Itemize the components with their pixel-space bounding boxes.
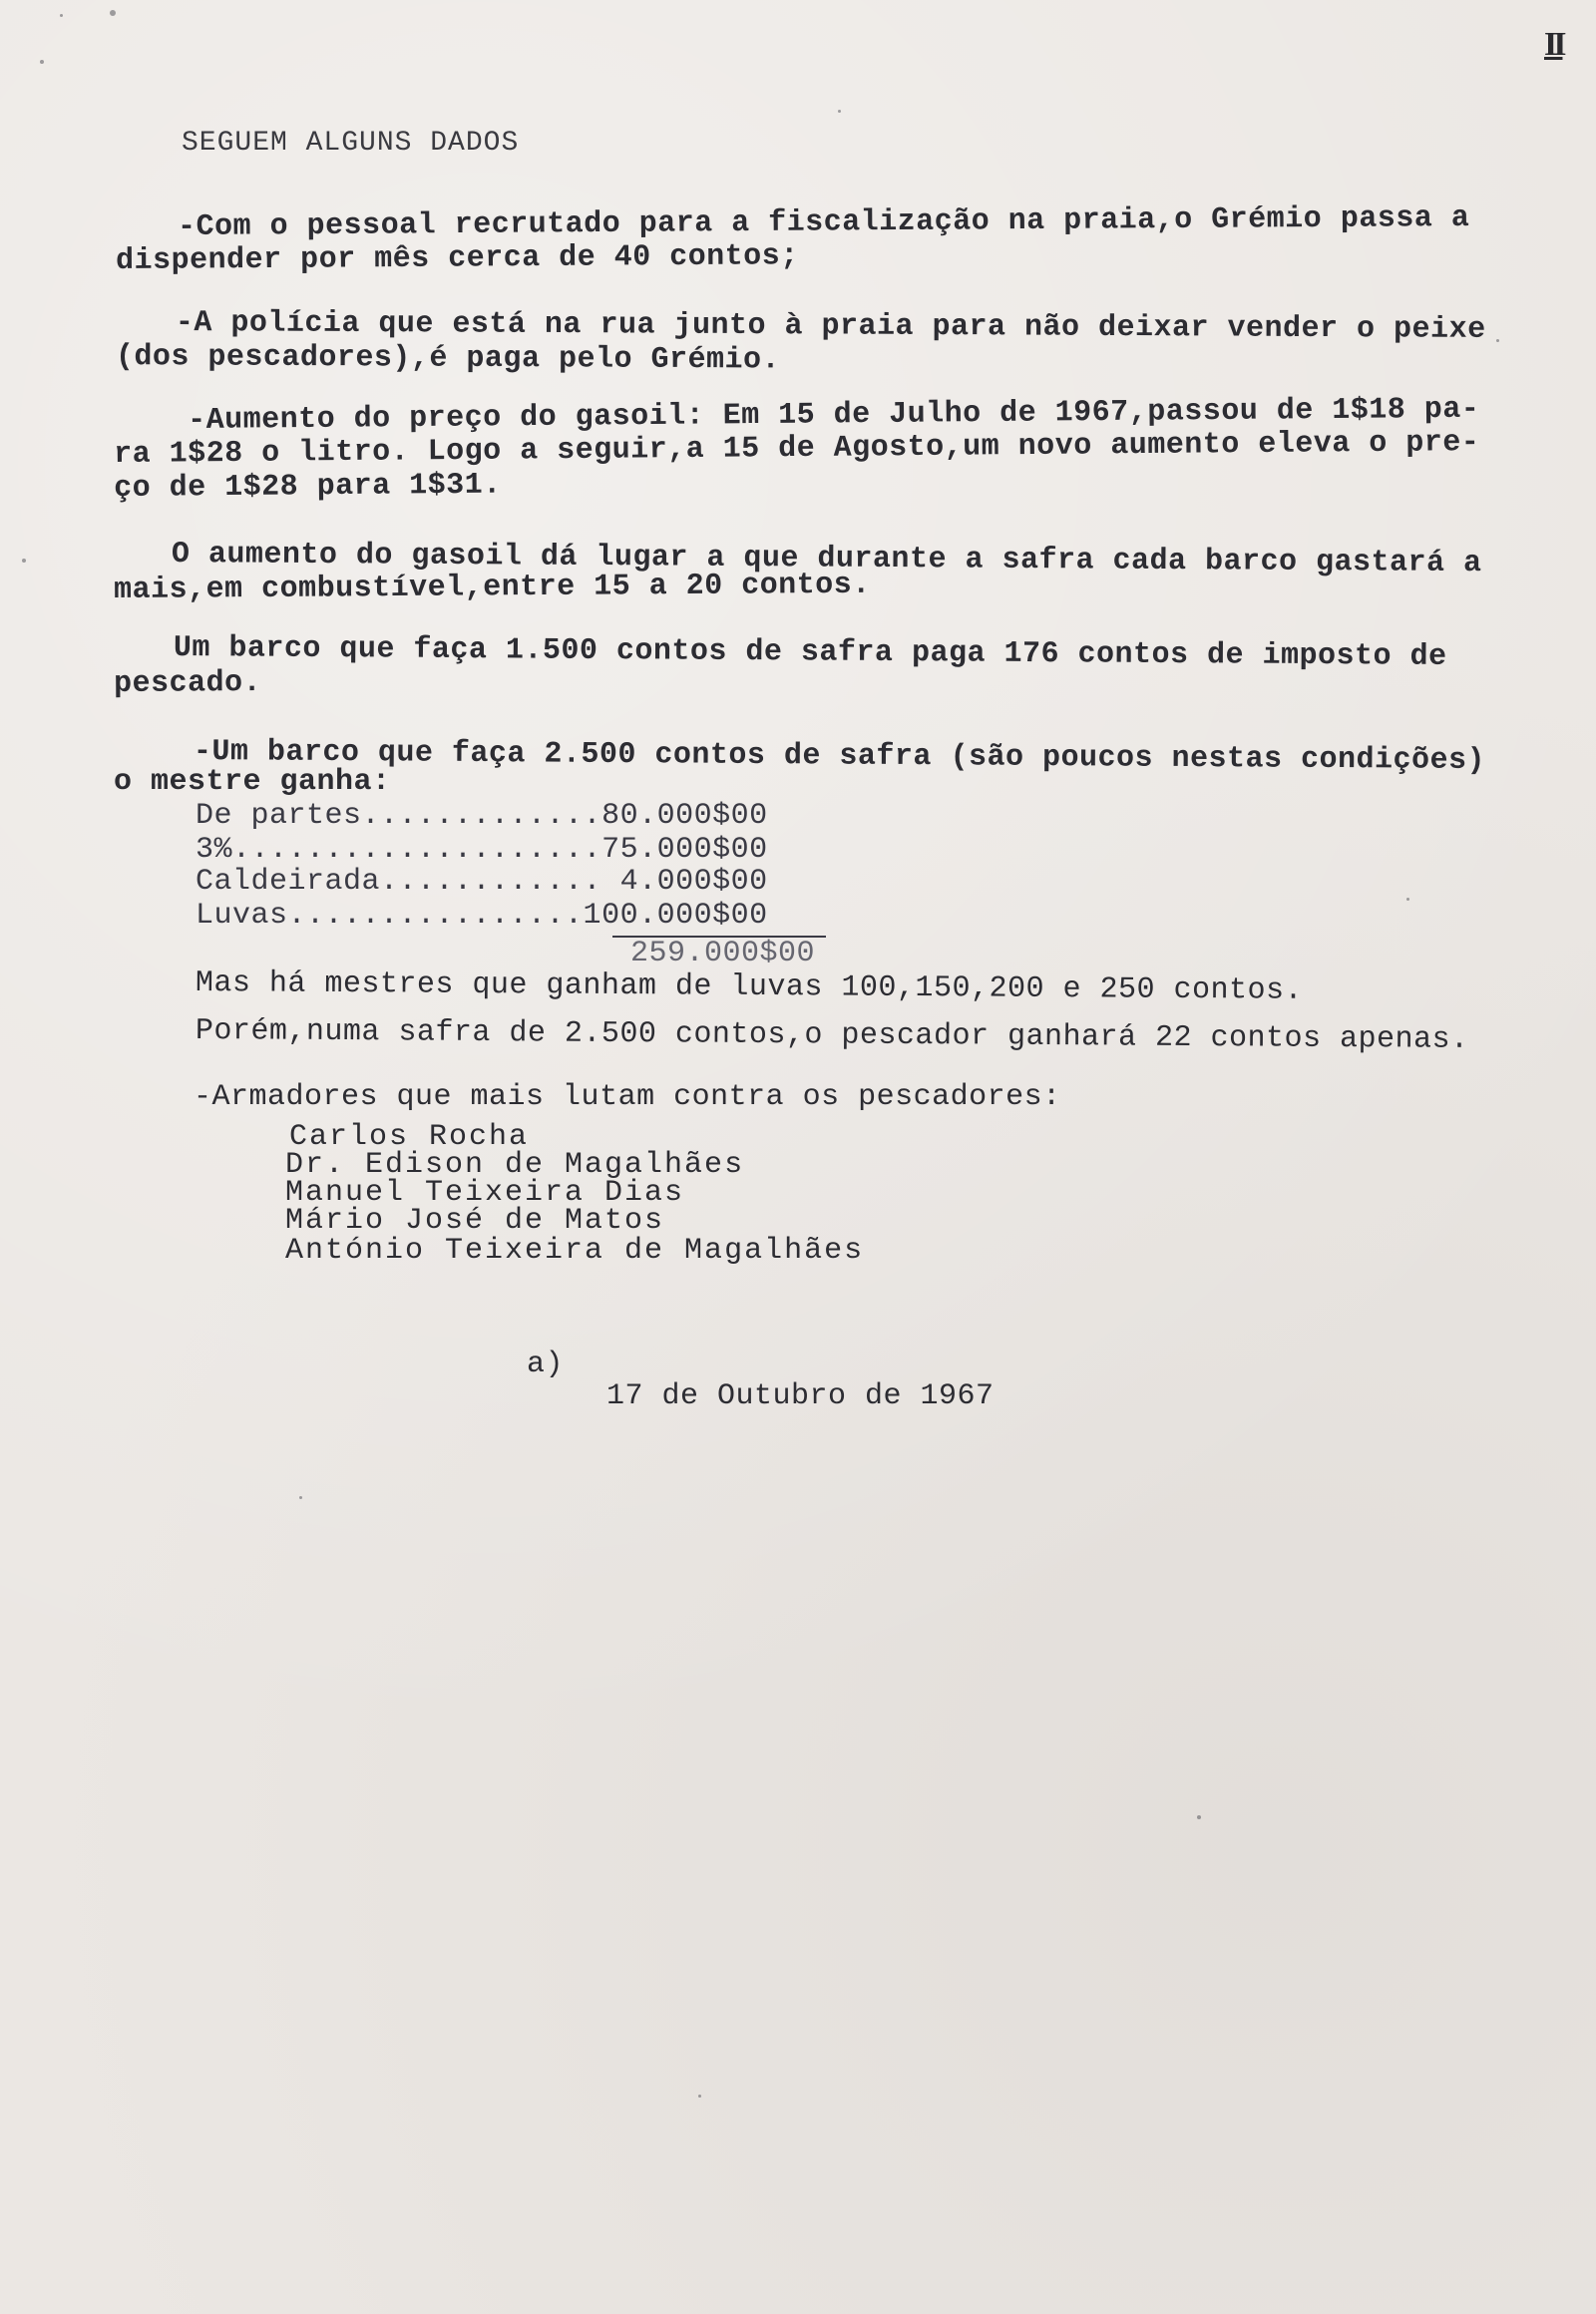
earnings-row-partes: De partes.............80.000$00 <box>196 799 768 833</box>
paragraph-4-line-2: mais,em combustível,entre 15 a 20 contos. <box>113 568 871 607</box>
paragraph-1-line-2: dispender por mês cerca de 40 contos; <box>115 239 799 278</box>
ink-speck <box>299 1496 302 1499</box>
ink-speck <box>698 2095 701 2098</box>
list-item: Carlos Rocha <box>289 1120 530 1154</box>
list-item: Manuel Teixeira Dias <box>285 1176 685 1210</box>
paragraph-3-line-3: ço de 1$28 para 1$31. <box>113 468 502 506</box>
earnings-total: 259.000$00 <box>630 937 816 970</box>
page-number: II <box>1544 26 1563 63</box>
earnings-row-percent: 3%....................75.000$00 <box>196 833 768 867</box>
paragraph-6-line-1: -Um barco que faça 2.500 contos de safra (são poucos nestas condições) <box>193 735 1486 779</box>
list-item: Mário José de Matos <box>285 1204 665 1238</box>
ink-speck <box>1197 1815 1201 1819</box>
paragraph-7: Mas há mestres que ganham de luvas 100,150,200 e 250 contos. <box>195 966 1304 1008</box>
paragraph-3-line-1: -Aumento do preço do gasoil: Em 15 de Julho de 1967,passou de 1$18 pa- <box>187 392 1480 438</box>
paragraph-2-line-1: -A polícia que está na rua junto à praia para não deixar vender o peixe <box>175 306 1486 347</box>
list-item: António Teixeira de Magalhães <box>285 1234 865 1268</box>
ink-speck <box>40 60 44 64</box>
paragraph-2-line-2: (dos pescadores),é paga pelo Grémio. <box>115 340 781 378</box>
document-heading: SEGUEM ALGUNS DADOS <box>182 128 520 159</box>
paragraph-6-line-2: o mestre ganha: <box>114 765 391 799</box>
paragraph-1-line-1: -Com o pessoal recrutado para a fiscalização na praia,o Grémio passa a <box>177 200 1470 244</box>
paragraph-3-line-2: ra 1$28 o litro. Logo a seguir,a 15 de Agosto,um novo aumento eleva o pre- <box>113 426 1480 472</box>
paragraph-8: Porém,numa safra de 2.500 contos,o pescador ganhará 22 contos apenas. <box>195 1014 1469 1057</box>
ink-speck <box>1496 339 1499 342</box>
ink-speck <box>838 110 841 113</box>
paragraph-9: -Armadores que mais lutam contra os pescadores: <box>194 1080 1061 1114</box>
document-date: 17 de Outubro de 1967 <box>606 1379 995 1413</box>
paragraph-4-line-1: O aumento do gasoil dá lugar a que durante a safra cada barco gastará a <box>171 538 1482 581</box>
ink-speck <box>1406 898 1409 901</box>
earnings-row-caldeirada: Caldeirada............ 4.000$00 <box>196 865 768 899</box>
list-item: Dr. Edison de Magalhães <box>285 1148 745 1182</box>
earnings-row-luvas: Luvas................100.000$00 <box>196 899 768 933</box>
ink-speck <box>60 14 63 17</box>
signature-mark: a) <box>527 1348 565 1381</box>
paragraph-5-line-2: pescado. <box>113 665 262 701</box>
ink-speck <box>22 559 26 563</box>
ink-speck <box>110 10 116 16</box>
paragraph-5-line-1: Um barco que faça 1.500 contos de safra paga 176 contos de imposto de <box>173 631 1447 674</box>
